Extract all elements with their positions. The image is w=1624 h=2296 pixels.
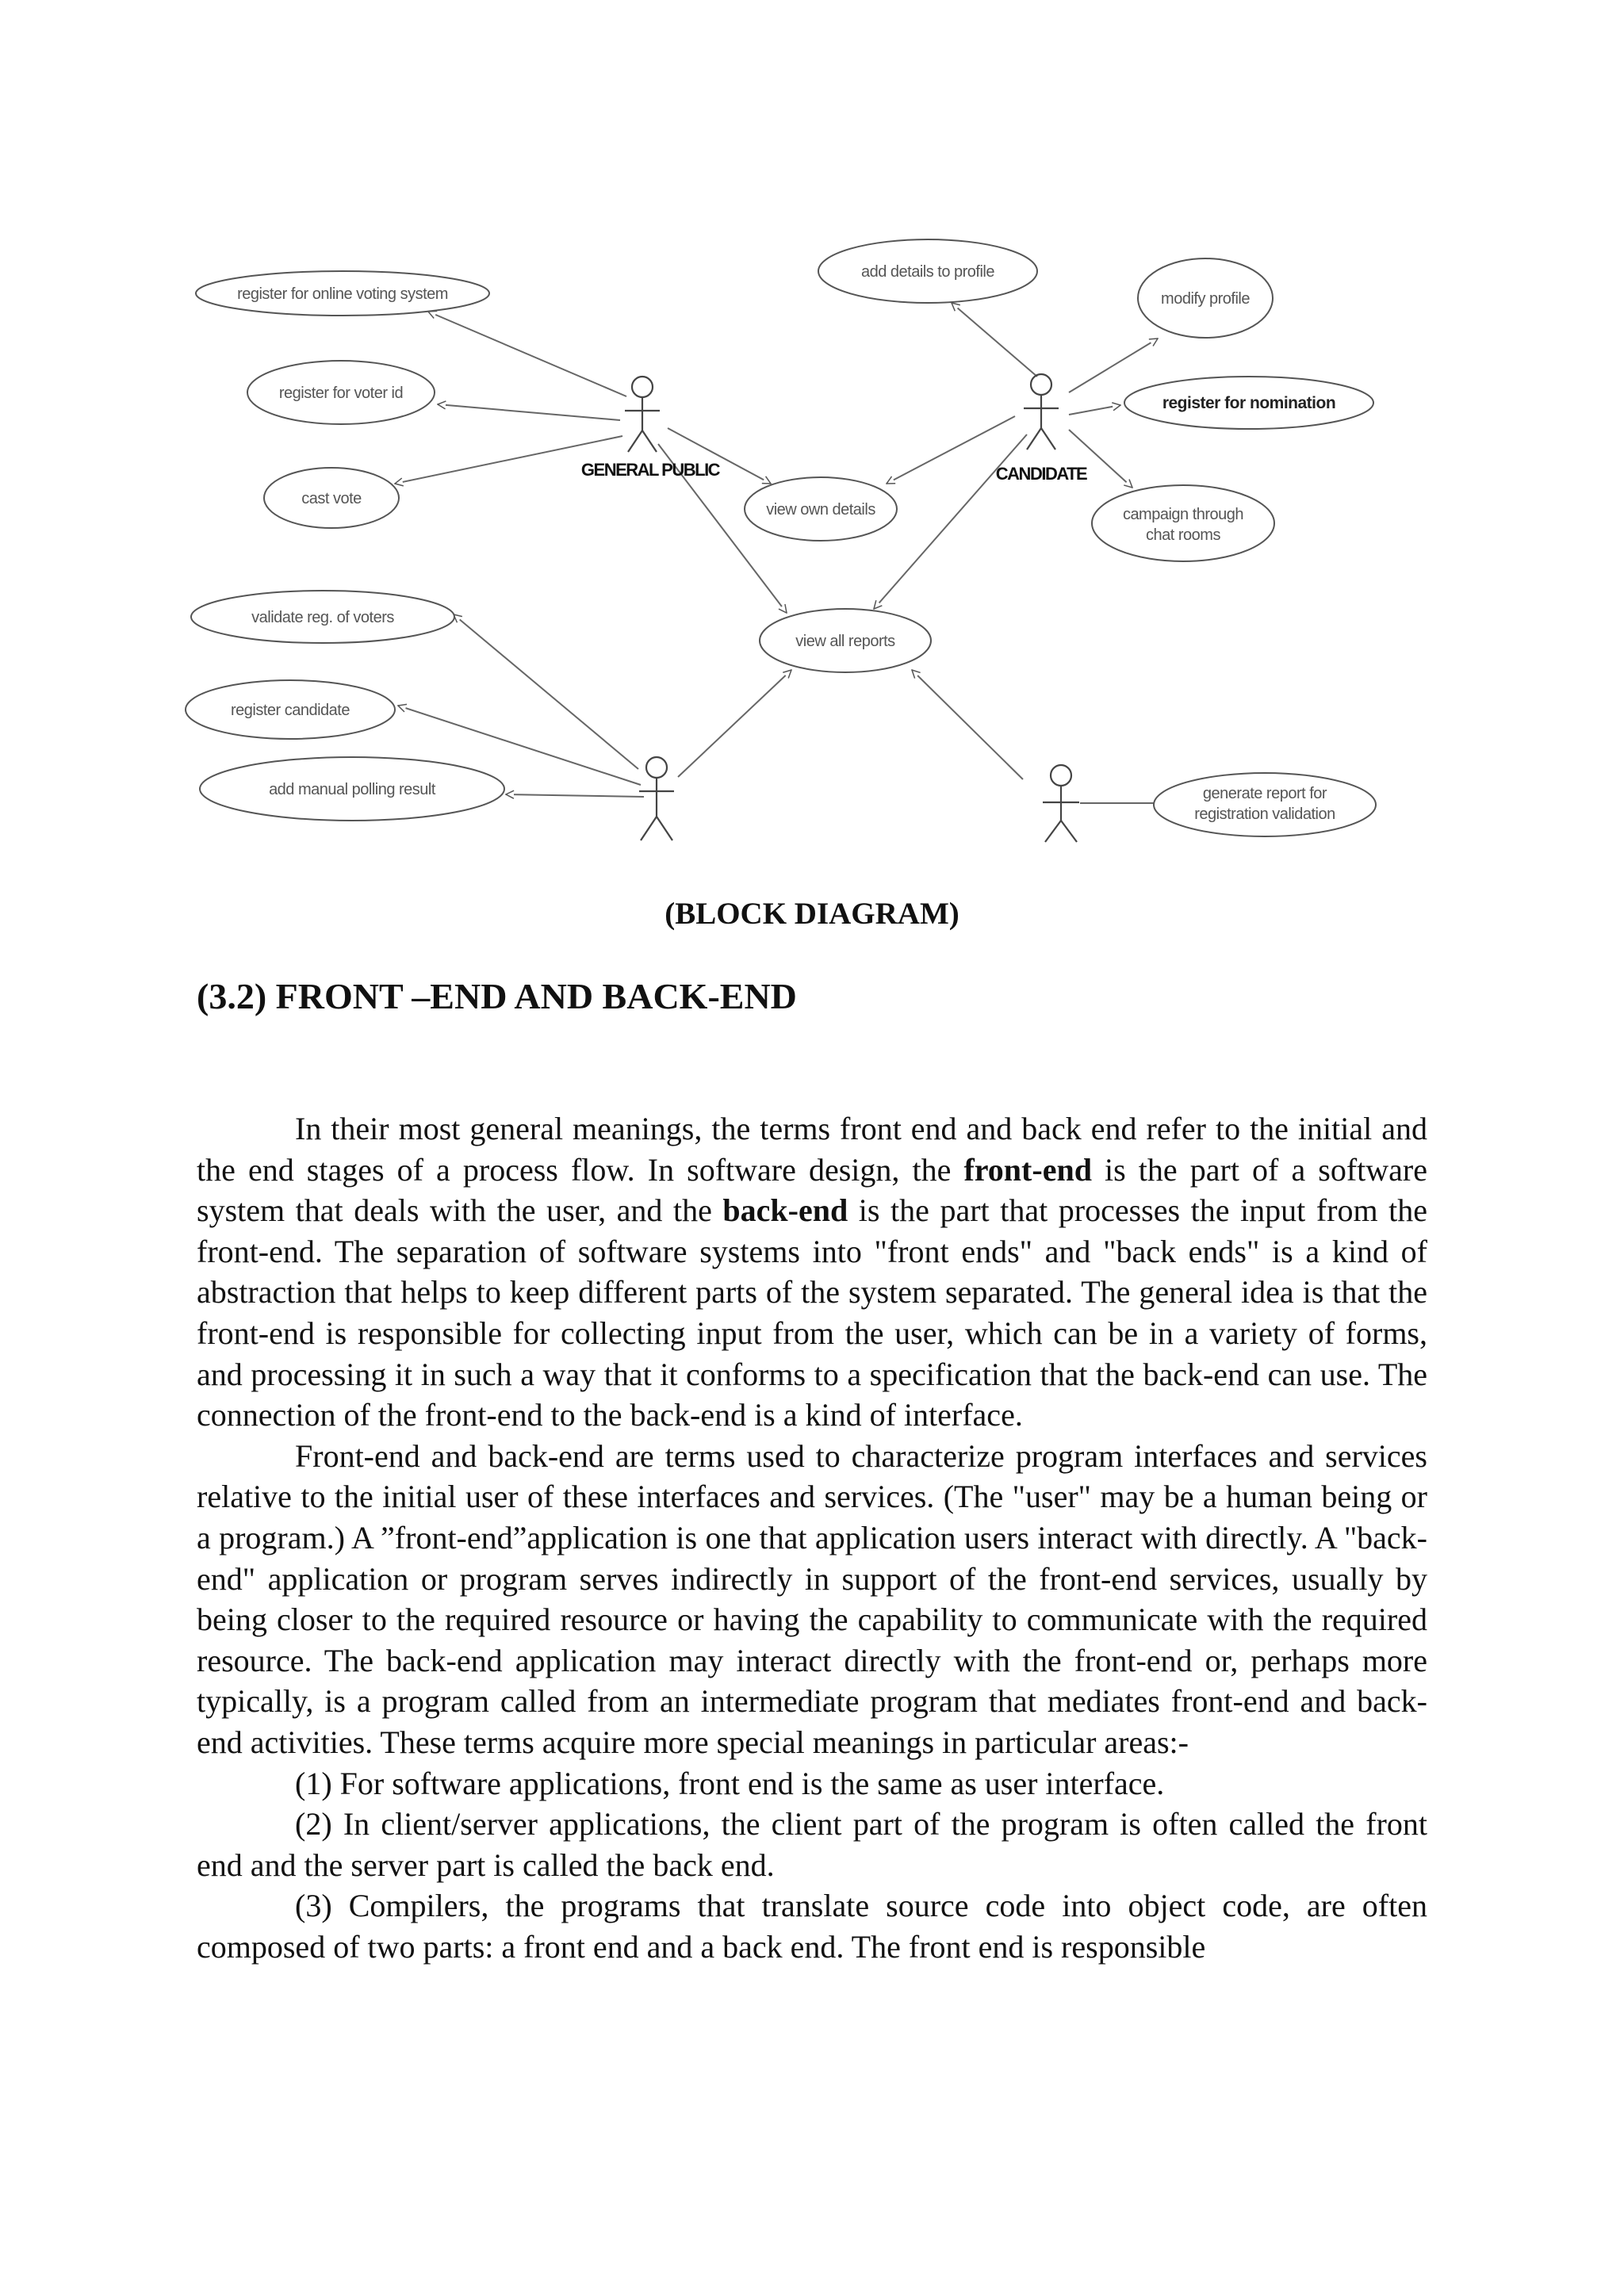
- use-case-add-manual-polling: [200, 757, 504, 821]
- actor-admin-figure: [639, 757, 674, 840]
- use-case-validate-reg-voters: [191, 591, 454, 643]
- line-admin-manual: [506, 794, 644, 797]
- paragraph-3: (1) For software applications, front end is the same as user interface.: [295, 1765, 1165, 1801]
- line-cand-nomination: [1069, 405, 1120, 415]
- use-case-diagram: [182, 230, 1451, 872]
- term-front-end: front-end: [963, 1151, 1092, 1188]
- section-heading: (3.2) FRONT –END AND BACK-END: [197, 976, 797, 1016]
- use-case-label: view all reports: [795, 633, 895, 650]
- use-case-register-nomination: [1124, 377, 1373, 429]
- actor-candidate-figure: [1024, 374, 1059, 450]
- actor-officer-figure: [1043, 765, 1079, 842]
- use-case-label: add details to profile: [860, 263, 995, 281]
- use-case-register-online-voting: [196, 271, 489, 316]
- paragraph-2: Front-end and back-end are terms used to characterize program interfaces and services relative to the initial user of these interfaces and services. (The "user" may be a human being or a program.) A ”front-end”application is one that application users interact with directly. A "back-end" application or program serves indirectly in support of the front-end services, usually by being closer to the required resource or having the capability to communicate with the required resource. The back-end application may interact directly with the front-end or, perhaps more typically, is a program called from an intermediate program that mediates front-end and back-end activities. These terms acquire more special meanings in particular areas:-: [197, 1437, 1427, 1760]
- paragraph-5: (3) Compilers, the programs that translate source code into object code, are often composed of two parts: a front end and a back end. The front end is responsible: [197, 1888, 1427, 1965]
- use-case-label-line2: registration validation: [1194, 806, 1335, 823]
- use-case-label: register for voter id: [278, 385, 404, 402]
- use-case-cast-vote: [264, 468, 399, 528]
- use-case-label: register for nomination: [1162, 394, 1336, 412]
- association-lines: [395, 303, 1168, 803]
- use-case-generate-report: [1154, 773, 1376, 836]
- use-case-label-line1: generate report for: [1202, 785, 1327, 802]
- use-case-label: validate reg. of voters: [251, 609, 394, 626]
- paragraph-1: In their most general meanings, the terms front end and back end refer to the initial and the end stages of a process flow. In software design, the front-end is the part of a software system that deals with the user, and the back-end is the part that processes the input from the front-end. The separation of software systems into "front ends" and "back ends" is a kind of abstraction that helps to keep different parts of the system separated. The general idea is that the front-end is responsible for collecting input from the user, which can be in a variety of forms, and processing it in such a way that it conforms to a specification that the back-end can use. The connection of the front-end to the back-end is a kind of interface.: [197, 1111, 1427, 1433]
- use-case-register-candidate: [186, 680, 395, 739]
- body-text: [197, 1108, 1427, 1967]
- line-admin-validate: [454, 614, 638, 769]
- figure-caption: (BLOCK DIAGRAM): [665, 897, 959, 931]
- use-case-campaign-chat-rooms: [1092, 485, 1274, 561]
- use-case-label: modify profile: [1161, 290, 1250, 308]
- line-cand-modify: [1069, 339, 1158, 392]
- use-case-label: view own details: [766, 501, 875, 519]
- use-case-view-all-reports: [760, 609, 931, 672]
- paragraph-4: (2) In client/server applications, the client part of the program is often called the front end and the server part is called the back end.: [197, 1806, 1427, 1883]
- use-case-label-line1: campaign through: [1122, 506, 1244, 523]
- use-case-add-details-profile: [818, 239, 1037, 303]
- use-case-label: register for online voting system: [237, 285, 448, 303]
- line-cand-add-details: [952, 303, 1037, 377]
- use-case-modify-profile: [1138, 258, 1273, 338]
- use-case-label: cast vote: [301, 490, 362, 507]
- use-case-register-voter-id: [247, 361, 435, 424]
- line-admin-view-all: [678, 670, 791, 777]
- actor-candidate-label: CANDIDATE: [995, 464, 1087, 484]
- line-ro-view-all: [912, 670, 1023, 779]
- use-case-label: register candidate: [231, 702, 350, 719]
- use-case-label: add manual polling result: [269, 781, 435, 798]
- use-case-view-own-details: [745, 477, 897, 541]
- term-back-end: back-end: [722, 1192, 848, 1229]
- actor-general-public-figure: [625, 377, 660, 452]
- line-gp-voter-id: [438, 404, 620, 420]
- use-case-label-line2: chat rooms: [1146, 526, 1220, 544]
- actor-general-public-label: GENERAL PUBLIC: [580, 460, 720, 480]
- line-gp-register-online: [428, 312, 626, 396]
- line-cand-view-all: [874, 434, 1027, 609]
